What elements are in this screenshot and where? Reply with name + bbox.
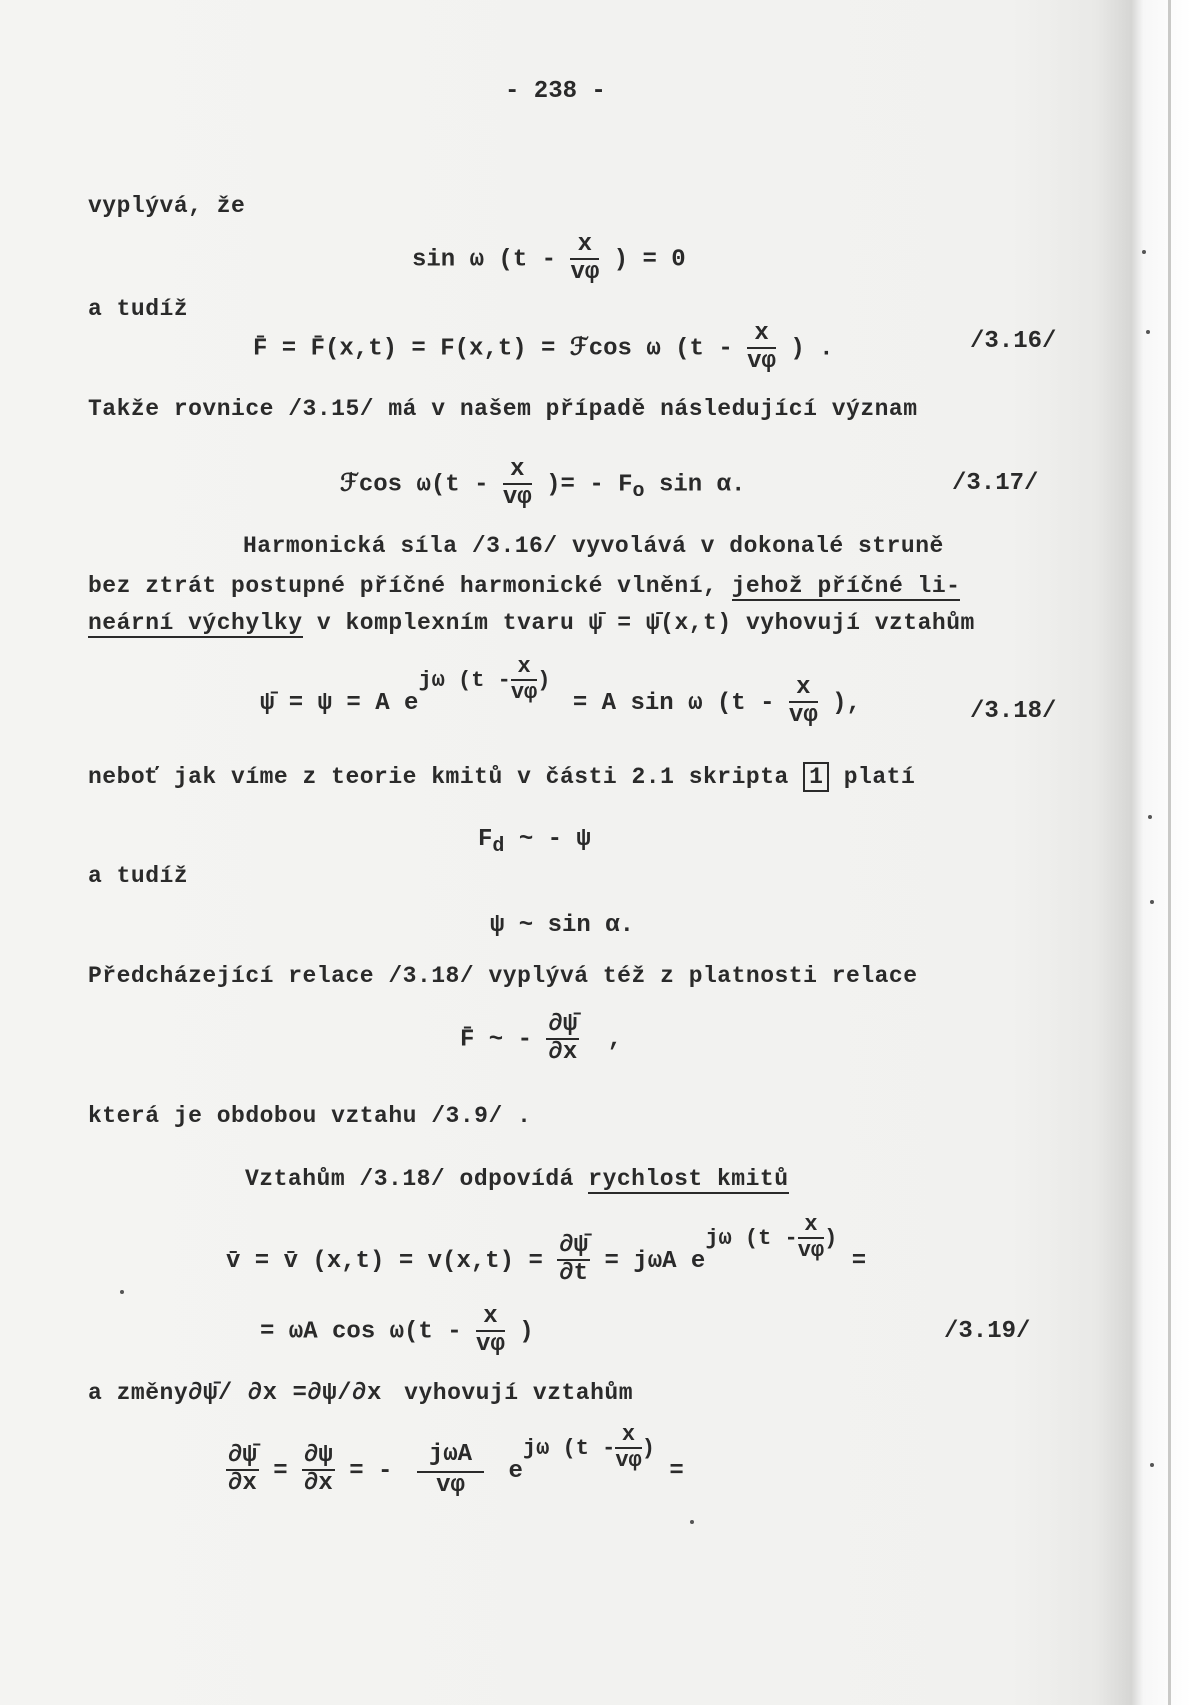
- eq11-exponent: [522, 1422, 655, 1473]
- inline-partial-formula: ∂ψ̄/ ∂x =∂ψ/∂x: [188, 1380, 382, 1407]
- equation-3-17: [340, 458, 745, 510]
- eq4-exp-fraction: [511, 656, 537, 704]
- eq8-left: v̄ = v̄ (x,t) = v(x,t) =: [226, 1247, 543, 1275]
- label-3-17: /3.17/: [952, 470, 1039, 497]
- eq7-right: ,: [607, 1026, 623, 1054]
- text-line-9: Předcházející relace /3.18/ vyplývá též z platnosti relace: [88, 963, 918, 989]
- eq1-den: vφ: [570, 259, 600, 286]
- text-line-7: [88, 762, 915, 792]
- eq4-mid: = A sin ω (t -: [572, 689, 775, 717]
- equation-velocity: [226, 1212, 867, 1288]
- text-line-10: která je obdobou vztahu /3.9/ .: [88, 1103, 532, 1129]
- eq8-fraction: [557, 1234, 590, 1286]
- text-line-11: [245, 1166, 789, 1192]
- equation-partial-x: [226, 1422, 684, 1499]
- eq4-exp-den: vφ: [510, 680, 538, 705]
- label-3-19: /3.19/: [944, 1318, 1031, 1345]
- eq8-exp-fraction: [798, 1214, 824, 1262]
- eq2-den: vφ: [747, 348, 776, 375]
- eq3-tail: sin α.: [644, 471, 746, 499]
- scan-speck: [1150, 900, 1154, 904]
- equation-sin-zero: [412, 233, 686, 285]
- eq4-den: vφ: [788, 702, 818, 730]
- eq11-eq-1: =: [273, 1457, 288, 1485]
- eq11-den-1: ∂x: [228, 1470, 257, 1498]
- text-line-6: [88, 610, 975, 636]
- eq2-right: ) .: [790, 335, 834, 363]
- eq3-den: vφ: [502, 484, 532, 511]
- text-line-11-underlined: rychlost kmitů: [588, 1166, 789, 1192]
- eq9-den: vφ: [476, 1331, 505, 1358]
- eq3-num: x: [503, 458, 532, 485]
- eq3-left: ℱcos ω(t -: [340, 471, 489, 499]
- text-line-8: a tudíž: [88, 863, 189, 889]
- text-line-7-b: platí: [843, 764, 916, 790]
- eq3-fraction: [503, 458, 532, 510]
- eq1-left: sin ω (t -: [412, 246, 557, 274]
- eq11-fraction-3: [417, 1440, 484, 1499]
- eq11-e: e: [508, 1457, 523, 1485]
- inline-psi-formula: ψ̄ = ψ̄(x,t): [588, 610, 732, 636]
- eq7-den: ∂x: [548, 1039, 578, 1066]
- eq5-right: ~ - ψ: [504, 826, 591, 853]
- equation-fd: [478, 826, 591, 858]
- eq4-fraction: [789, 676, 818, 728]
- reference-box: 1: [803, 762, 829, 792]
- eq2-left: F̄ = F̄(x,t) = F(x,t) = ℱcos ω (t -: [253, 335, 733, 363]
- text-line-6-underlined: neární výchylky: [88, 610, 303, 636]
- eq1-right: ) = 0: [613, 246, 686, 274]
- eq11-fraction-2: [302, 1444, 335, 1496]
- eq8-exponent: [705, 1212, 838, 1263]
- eq4-exp-num: x: [511, 656, 537, 681]
- eq11-exp-fraction: [615, 1424, 641, 1472]
- text-line-6-b: vyhovují vztahům: [745, 610, 975, 636]
- eq7-left: F̄ ~ -: [460, 1026, 533, 1054]
- eq9-left: = ωA cos ω(t -: [260, 1318, 462, 1346]
- eq8-exp-num: x: [798, 1214, 824, 1239]
- eq4-exponent: [418, 654, 551, 705]
- eq9-fraction: [476, 1305, 505, 1357]
- eq7-fraction: [546, 1013, 579, 1065]
- eq4-exp-a: jω (t -: [418, 667, 511, 693]
- eq11-exp-den: vφ: [615, 1448, 642, 1473]
- eq8-exp-a: jω (t -: [705, 1225, 798, 1251]
- scan-speck: [1150, 1463, 1154, 1467]
- text-line-12: [88, 1380, 633, 1407]
- scan-speck: [120, 1290, 124, 1294]
- text-line-3: Takže rovnice /3.15/ má v našem případě následující význam: [88, 396, 918, 422]
- text-line-12-a: a změny: [88, 1380, 189, 1406]
- equation-3-16: [253, 322, 834, 374]
- text-line-1: vyplývá, že: [88, 193, 246, 219]
- text-line-5-a: bez ztrát postupné příčné harmonické vlnění,: [88, 573, 718, 599]
- eq1-num: x: [570, 233, 599, 260]
- page-edge-shadow: [1168, 0, 1171, 1705]
- equation-psi-sin: ψ ~ sin α.: [490, 912, 635, 939]
- eq8-num: ∂ψ̄: [559, 1232, 589, 1260]
- eq8-mid: = jωA e: [604, 1247, 706, 1275]
- text-line-4: Harmonická síla /3.16/ vyvolává v dokonalé struně: [243, 533, 944, 559]
- eq11-den-2: ∂x: [304, 1470, 333, 1498]
- text-line-11-a: Vztahům /3.18/ odpovídá: [245, 1166, 574, 1192]
- scan-speck: [1148, 815, 1152, 819]
- eq9-right: ): [519, 1318, 534, 1346]
- eq3-sub: o: [632, 480, 645, 504]
- text-line-5: [88, 573, 960, 599]
- text-line-5-underlined: jehož příčné li-: [731, 573, 961, 599]
- label-3-18: /3.18/: [970, 698, 1057, 725]
- equation-f-partial: [460, 1013, 622, 1065]
- eq8-exp-b: ): [824, 1225, 838, 1251]
- eq1-fraction: [570, 233, 599, 285]
- eq9-num: x: [476, 1305, 505, 1332]
- eq7-num: ∂ψ̄: [548, 1011, 578, 1038]
- eq4-exp-b: ): [537, 667, 551, 693]
- eq3-right: )= - F: [546, 471, 633, 499]
- eq11-fraction-1: [226, 1444, 259, 1496]
- eq5-sub: d: [492, 834, 505, 858]
- text-line-7-a: neboť jak víme z teorie kmitů v části 2.1 skripta: [88, 764, 789, 790]
- eq11-num-3: jωA: [417, 1443, 484, 1473]
- scan-speck: [690, 1520, 694, 1524]
- eq4-right: ),: [832, 689, 861, 717]
- text-line-12-b: vyhovují vztahům: [404, 1380, 634, 1406]
- eq8-right: =: [851, 1247, 867, 1275]
- eq11-den-3: vφ: [436, 1471, 465, 1499]
- eq11-eq-2: = -: [349, 1457, 393, 1485]
- eq8-exp-den: vφ: [797, 1238, 825, 1263]
- eq2-fraction: [747, 322, 776, 374]
- eq11-exp-b: ): [641, 1435, 655, 1461]
- eq4-left: ψ̄ = ψ = A e: [260, 689, 419, 717]
- text-line-2: a tudíž: [88, 296, 189, 322]
- eq2-num: x: [747, 322, 776, 349]
- scan-speck: [1146, 330, 1150, 334]
- eq11-num-1: ∂ψ̄: [228, 1442, 257, 1470]
- eq11-right: =: [669, 1457, 684, 1485]
- eq4-num: x: [789, 676, 818, 703]
- text-line-6-a: v komplexním tvaru: [316, 610, 575, 636]
- page-number: - 238 -: [505, 78, 606, 105]
- equation-3-19: [260, 1305, 534, 1357]
- scan-speck: [1142, 250, 1146, 254]
- label-3-16: /3.16/: [970, 328, 1057, 355]
- eq11-exp-num: x: [615, 1424, 641, 1449]
- equation-3-18: [260, 654, 861, 730]
- eq8-den: ∂t: [559, 1260, 589, 1288]
- eq11-exp-a: jω (t -: [522, 1435, 616, 1461]
- eq11-num-2: ∂ψ: [304, 1442, 333, 1470]
- eq5-left: F: [478, 826, 493, 853]
